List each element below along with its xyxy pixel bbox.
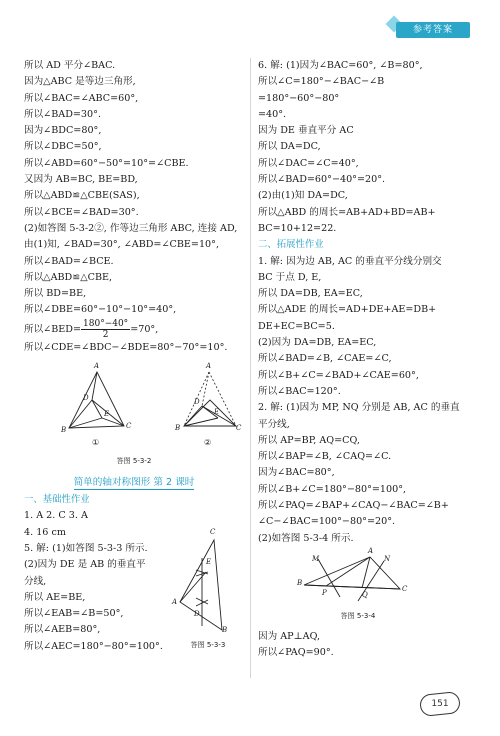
left-a-line-7: 又因为 AB=BC, BE=BD, — [24, 174, 138, 186]
right-c-line-1: 所以∠PAQ=90°. — [258, 647, 334, 659]
right-b-line-8: 所以∠BAC=120°. — [258, 385, 341, 397]
fig3-label-a: A — [172, 598, 178, 607]
page-number-badge — [420, 693, 460, 715]
left-b-line-5: 所以 AE=BE, — [24, 591, 86, 603]
header-tab: 参考答案 — [396, 22, 470, 38]
right-b-line-17: (2)如答图 5-3-4 所示. — [258, 532, 354, 544]
left-b-line-6: 所以∠EAB=∠B=50°, — [24, 608, 124, 620]
left-lines-b-wrap — [24, 508, 244, 655]
page-number: 151 — [431, 699, 449, 709]
right-b-line-15: 所以∠PAQ=∠BAP+∠CAQ−∠BAC=∠B+ — [258, 500, 449, 512]
fig1-label-e: E — [104, 410, 110, 419]
right-b-line-9: 2. 解: (1)因为 MP, NQ 分别是 AB, AC 的垂直 — [258, 402, 460, 414]
figure-5-3-3-svg — [174, 536, 244, 636]
right-b-line-7: 所以∠B+∠C=∠BAD+∠CAE=60°, — [258, 369, 419, 381]
fig3-label-b: B — [222, 626, 228, 635]
right-a-line-6: 所以∠DAC=∠C=40°, — [258, 157, 359, 169]
fig1-label-a: A — [94, 362, 100, 371]
right-b-line-1: BC 于点 D, E, — [258, 271, 322, 283]
figure-5-3-3 — [172, 528, 244, 650]
left-a-line-5: 所以∠DBC=50°, — [24, 141, 102, 153]
fig-caption-5-3-4: 答图 5-3-4 — [340, 611, 376, 620]
fig1-label-b: B — [61, 426, 67, 435]
right-a-line-2: =180°−60°−80° — [258, 92, 340, 104]
column-divider — [250, 58, 251, 678]
fig1-label-c: C — [126, 422, 132, 431]
right-b-line-10: 平分线, — [258, 418, 290, 430]
left-lines-a — [24, 58, 244, 319]
frac-suffix: =70°, — [130, 323, 159, 335]
right-c-line-0: 因为 AP⊥AQ, — [258, 630, 321, 642]
right-a-line-10: BC=10+12=22. — [258, 222, 337, 234]
right-b-line-14: 所以∠B+∠C=180°−80°=100°, — [258, 483, 407, 495]
right-a-line-7: 所以∠BAD=60°−40°=20°. — [258, 174, 386, 186]
left-a-line-6: 所以∠ABD=60°−50°=10°=∠CBE. — [24, 157, 189, 169]
left-a-line-3: 所以∠BAD=30°. — [24, 108, 101, 120]
frac-num: 180°−40° — [83, 318, 129, 329]
lesson-title — [24, 474, 244, 490]
left-a-line-13: 所以△ABD≌△CBE, — [24, 271, 113, 283]
right-column — [258, 58, 480, 662]
figure-5-3-2 — [24, 360, 244, 456]
fig2-label-d: D — [194, 398, 200, 407]
left-b-line-8: 所以∠AEC=180°−80°=100°. — [24, 640, 163, 652]
fig3-label-d: D — [194, 610, 200, 619]
fraction — [81, 319, 130, 340]
right-a-line-5: 所以 DA=DC, — [258, 141, 321, 153]
left-a-line-2: 所以∠BAC=∠ABC=60°, — [24, 92, 139, 104]
fig-caption-5-3-3: 答图 5-3-3 — [190, 641, 226, 650]
left-a-line-11: 由(1)知, ∠BAD=30°, ∠ABD=∠CBE=10°, — [24, 239, 219, 251]
right-a-line-0: 6. 解: (1)因为∠BAC=60°, ∠B=80°, — [258, 60, 423, 71]
fig1-label-d: D — [83, 394, 89, 403]
left-a-line-0: 所以 AD 平分∠BAC. — [24, 60, 116, 71]
left-a-line-10: (2)如答图 5-3-2②, 作等边三角形 ABC, 连接 AD, — [24, 222, 238, 234]
fig4-label-n: N — [384, 554, 391, 563]
left-b-line-2: 5. 解: (1)如答图 5-3-3 所示. — [24, 542, 148, 554]
right-b-line-6: 所以∠BAD=∠B, ∠CAE=∠C, — [258, 353, 392, 365]
fig3-label-c: C — [210, 528, 216, 537]
left-b-line-0: 1. A 2. C 3. A — [24, 510, 88, 522]
lesson-title-text: 简单的轴对称图形 第 2 课时 — [74, 474, 195, 490]
left-a-line-4: 因为∠BDC=80°, — [24, 125, 102, 137]
right-a-line-4: 因为 DE 垂直平分 AC — [258, 125, 354, 137]
right-b-line-2: 所以 DA=DB, EA=EC, — [258, 288, 363, 300]
fig4-label-a: A — [368, 546, 374, 555]
fraction-line — [24, 319, 244, 340]
right-b-line-16: ∠C−∠BAC=100°−80°=20°. — [258, 516, 396, 528]
right-a-line-8: (2)由(1)知 DA=DC, — [258, 190, 348, 202]
left-a-line-15: 所以∠DBE=60°−10°−10°=40°, — [24, 304, 177, 316]
figure-5-3-4 — [258, 546, 480, 629]
right-b-line-4: DE+EC=BC=5. — [258, 320, 335, 332]
right-lines-c — [258, 629, 480, 662]
section-one-title: 一、基础性作业 — [24, 494, 90, 506]
right-a-line-1: 所以∠C=180°−∠BAC−∠B — [258, 76, 385, 88]
left-a-line-14: 所以 BD=BE, — [24, 288, 87, 300]
fig2-label-c: C — [236, 424, 242, 433]
right-b-line-12: 所以∠BAP=∠B, ∠CAQ=∠C. — [258, 451, 392, 463]
fig4-label-c: C — [402, 584, 408, 593]
fig4-label-m: M — [312, 554, 320, 563]
left-b-line-4: 分线, — [24, 575, 47, 587]
left-b-line-7: 所以∠AEB=80°, — [24, 624, 101, 636]
fig2-label-e: E — [214, 408, 220, 417]
fig2-number: ② — [204, 438, 212, 448]
fig4-label-b: B — [297, 578, 303, 587]
left-column — [24, 58, 244, 655]
right-a-line-3: =40°. — [258, 108, 287, 120]
fig2-label-a: A — [206, 362, 212, 371]
left-a-line-9: 所以∠BCE=∠BAD=30°. — [24, 206, 139, 218]
frac-prefix: 所以∠BED= — [24, 323, 82, 335]
right-b-line-11: 所以 AP=BP, AQ=CQ, — [258, 434, 360, 446]
right-b-line-5: (2)因为 DA=DB, EA=EC, — [258, 337, 377, 349]
right-a-line-9: 所以△ABD 的周长=AB+AD+BD=AB+ — [258, 206, 436, 218]
left-b-line-1: 4. 16 cm — [24, 526, 66, 538]
page-number-oval — [419, 691, 461, 717]
figure-5-3-4-svg — [258, 546, 480, 619]
fig2-label-b: B — [175, 424, 181, 433]
left-b-line-3: (2)因为 DE 是 AB 的垂直平 — [24, 559, 146, 571]
right-lines-a — [258, 58, 480, 237]
left-a-line-1: 因为△ABC 是等边三角形, — [24, 76, 136, 88]
left-a-line-8: 所以△ABD≌△CBE(SAS), — [24, 190, 140, 202]
fig4-label-p: P — [322, 588, 327, 597]
left-a-line-12: 所以∠BAD=∠BCE. — [24, 255, 114, 267]
right-lines-b — [258, 254, 480, 547]
right-b-line-13: 因为∠BAC=80°, — [258, 467, 335, 479]
fig4-label-q: Q — [362, 590, 368, 599]
right-b-line-0: 1. 解: 因为边 AB, AC 的垂直平分线分别交 — [258, 255, 442, 267]
line-cde: 所以∠CDE=∠BDC−∠BDE=80°−70°=10°. — [24, 341, 228, 353]
fig-caption-5-3-2: 答图 5-3-2 — [116, 457, 152, 466]
section-two-title: 二、拓展性作业 — [258, 239, 324, 251]
frac-den: 2 — [102, 329, 109, 340]
fig1-number: ① — [92, 438, 100, 448]
right-b-line-3: 所以△ADE 的周长=AD+DE+AE=DB+ — [258, 304, 437, 316]
fig3-label-e: E — [206, 558, 212, 567]
